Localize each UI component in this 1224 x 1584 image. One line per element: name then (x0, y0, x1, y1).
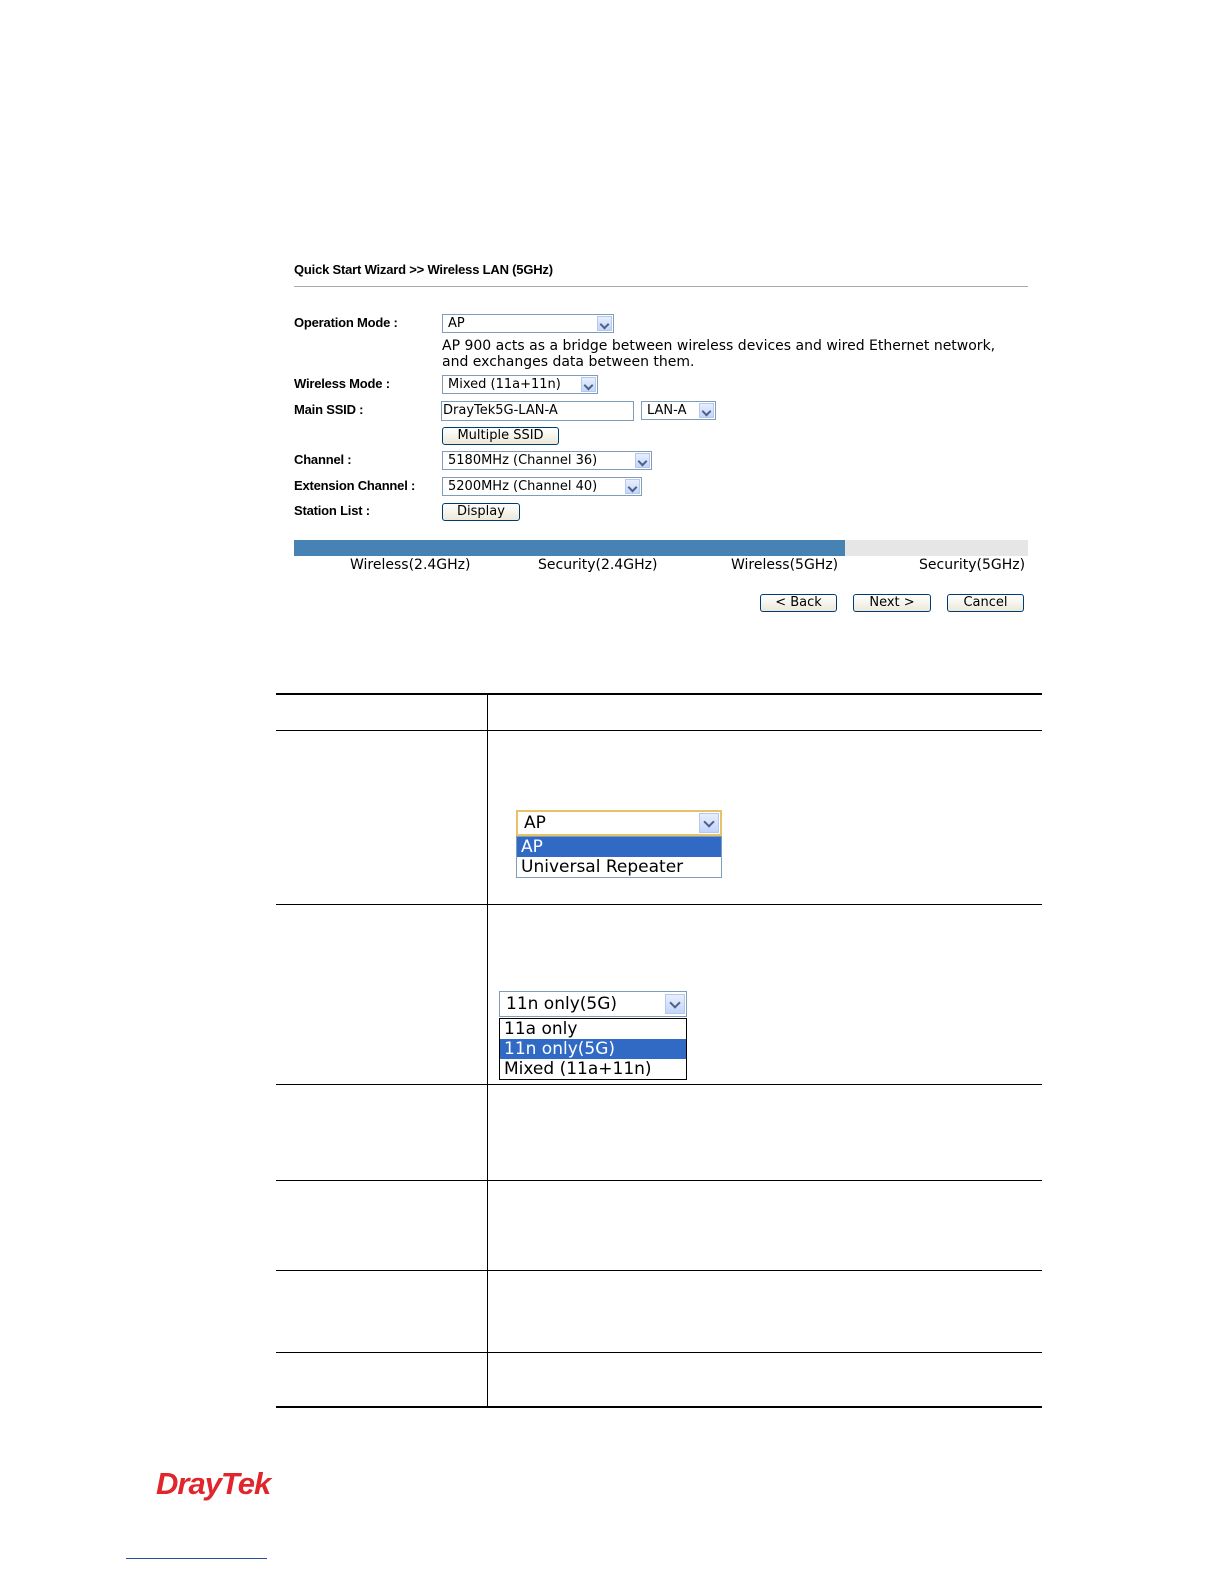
table-row-divider (276, 1084, 1042, 1085)
operation-mode-description: AP 900 acts as a bridge between wireless devices and wired Ethernet network, and exchanges data between them. (442, 338, 996, 370)
wizard-title: Quick Start Wizard >> Wireless LAN (5GHz) (294, 262, 553, 277)
draytek-logo: DrayTek (156, 1466, 271, 1501)
wireless-mode-dropdown-value: 11n only(5G) (506, 994, 618, 1014)
main-ssid-label: Main SSID : (294, 402, 364, 417)
table-column-divider (487, 693, 488, 1407)
operation-mode-dropdown-value: AP (524, 813, 546, 833)
channel-value: 5180MHz (Channel 36) (448, 453, 598, 468)
operation-mode-dropdown-head[interactable] (516, 810, 722, 836)
chevron-down-icon[interactable] (625, 479, 640, 494)
step-security-24: Security(2.4GHz) (538, 557, 658, 573)
channel-select[interactable] (442, 451, 652, 470)
option-mixed-11a-11n[interactable]: Mixed (11a+11n) (504, 1059, 652, 1079)
multiple-ssid-button[interactable]: Multiple SSID (442, 427, 559, 445)
table-top-border (276, 693, 1042, 695)
operation-mode-dropdown (516, 810, 722, 886)
lan-value: LAN-A (647, 403, 687, 418)
wizard-progress-bar (294, 540, 1028, 556)
extension-channel-value: 5200MHz (Channel 40) (448, 479, 598, 494)
lan-select[interactable] (641, 401, 716, 420)
chevron-down-icon[interactable] (699, 403, 714, 418)
wireless-mode-value: Mixed (11a+11n) (448, 377, 561, 392)
option-universal-repeater[interactable]: Universal Repeater (521, 857, 684, 877)
extension-channel-select[interactable] (442, 477, 642, 496)
station-list-label: Station List : (294, 503, 370, 518)
step-wireless-5: Wireless(5GHz) (731, 557, 839, 573)
table-header-divider (276, 730, 1042, 731)
option-ap[interactable]: AP (517, 837, 721, 857)
option-11n-only-5g[interactable]: 11n only(5G) (500, 1039, 686, 1059)
channel-label: Channel : (294, 452, 352, 467)
operation-mode-value: AP (448, 316, 465, 331)
operation-mode-dropdown-list (516, 836, 722, 878)
table-row-divider (276, 1352, 1042, 1353)
title-divider (294, 286, 1028, 287)
table-row-divider (276, 1270, 1042, 1271)
extension-channel-label: Extension Channel : (294, 478, 416, 493)
wireless-mode-select[interactable] (442, 375, 598, 394)
chevron-down-icon[interactable] (635, 453, 650, 468)
operation-mode-select[interactable] (442, 314, 614, 333)
chevron-down-icon[interactable] (699, 813, 719, 833)
chevron-down-icon[interactable] (581, 377, 596, 392)
table-bottom-border (276, 1406, 1042, 1408)
wireless-mode-dropdown (499, 991, 687, 1080)
step-security-5: Security(5GHz) (919, 557, 1026, 573)
cancel-button[interactable]: Cancel (947, 594, 1024, 612)
display-button[interactable]: Display (442, 503, 520, 521)
operation-mode-label: Operation Mode : (294, 315, 398, 330)
chevron-down-icon[interactable] (665, 994, 685, 1014)
wireless-mode-label: Wireless Mode : (294, 376, 390, 391)
wireless-mode-dropdown-list (499, 1018, 687, 1080)
chevron-down-icon[interactable] (597, 316, 612, 331)
footer-line (126, 1558, 267, 1559)
wireless-mode-dropdown-head[interactable] (499, 991, 687, 1017)
step-wireless-24: Wireless(2.4GHz) (350, 557, 471, 573)
option-11a-only[interactable]: 11a only (504, 1019, 578, 1039)
main-ssid-input[interactable]: DrayTek5G-LAN-A (441, 401, 634, 421)
next-button[interactable]: Next > (853, 594, 931, 612)
progress-fill (294, 540, 845, 556)
back-button[interactable]: < Back (760, 594, 837, 612)
table-row-divider (276, 904, 1042, 905)
table-row-divider (276, 1180, 1042, 1181)
